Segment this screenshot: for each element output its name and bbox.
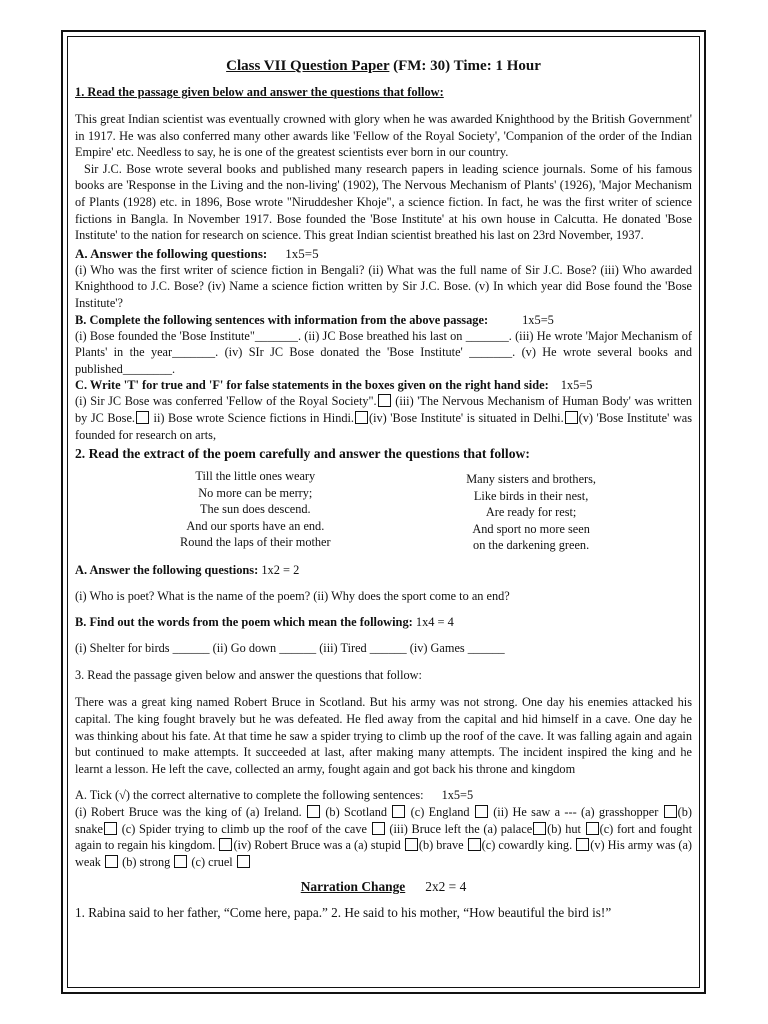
q3a-part: (b) snake — [75, 804, 693, 836]
q3a-part: (c) fort and fought again to regain his kingdom. — [75, 821, 692, 853]
tick-box[interactable] — [468, 838, 481, 851]
tick-box[interactable] — [307, 805, 320, 818]
q3a-part: (c) England — [410, 804, 470, 819]
q1c-marks: 1x5=5 — [560, 378, 593, 393]
poem-line: Are ready for rest; — [485, 505, 577, 520]
q2-heading: 2. Read the extract of the poem carefully and answer the questions that follow: — [75, 446, 530, 462]
tick-box[interactable] — [664, 805, 677, 818]
poem-line: No more can be merry; — [198, 485, 313, 500]
q3a-part: (b) hut — [547, 821, 581, 836]
q3-heading: 3. Read the passage given below and answer the questions that follow: — [75, 667, 422, 682]
q1c-heading — [75, 377, 692, 393]
tick-box[interactable] — [392, 805, 405, 818]
q3a-part: (v) His army was (a) weak — [75, 838, 693, 869]
tick-box[interactable] — [405, 838, 418, 851]
q2b-words: (i) Shelter for birds ______ (ii) Go down ______ (iii) Tired ______ (iv) Games ______ — [75, 641, 505, 656]
tick-box[interactable] — [105, 855, 118, 868]
question-paper — [75, 58, 692, 921]
q3a-part: (ii) He saw a --- (a) grasshopper — [493, 804, 659, 819]
answer-box[interactable] — [355, 411, 368, 424]
q1a-heading — [75, 246, 692, 262]
q1b-marks: 1x5=5 — [522, 312, 554, 327]
q1-passage-p2: Sir J.C. Bose wrote several books and published many research papers in leading science journals. Some of his famous books are 'Response in the Living and the non-living' (1902), The Nervous Mechanism of Plants' (1926), 'Major Mechanism of Plants (1928) etc. in 1896, Bose wrote "Niruddesher Khoje", a science fiction. In fact, he was the first writer of science fictions in Bangla. In November 1917. Bose founded the 'Bose Institute' at his own house in Calcutta. He donated 'Bose Institute' to the nation for research on science. This great Indian scientist breathed his last on 23rd November, 1937. — [75, 161, 692, 243]
poem-line: on the darkening green. — [473, 538, 590, 553]
poem-line: Till the little ones weary — [195, 469, 316, 484]
q1c-part-4: (iv) 'Bose Institute' is situated in Delhi. — [369, 410, 564, 425]
tick-box[interactable] — [576, 838, 589, 851]
poem-line: Round the laps of their mother — [180, 535, 331, 550]
tick-box[interactable] — [174, 855, 187, 868]
q3a-part: (c) cruel — [191, 854, 233, 869]
spacer — [75, 683, 692, 694]
q1a-questions: (i) Who was the first writer of science fiction in Bengali? (ii) What was the full name of Sir J.C. Bose? (iii) Who awarded Knighthood to J.C. Bose? (iv) Name a science fiction written by Sir J.C. Bose. (v) In which year did Bose found the 'Bose Institute'? — [75, 262, 692, 310]
narration-heading — [75, 879, 692, 895]
q1c-statements — [75, 393, 692, 443]
q1a-heading-text: A. Answer the following questions: — [75, 245, 268, 261]
q3a-marks: 1x5=5 — [441, 788, 474, 803]
answer-box[interactable] — [565, 411, 578, 424]
q3a-part: (b) Scotland — [325, 804, 388, 819]
q3a-heading — [75, 787, 692, 804]
q3a-part: (c) Spider trying to climb up the roof of the cave — [121, 821, 367, 836]
tick-box[interactable] — [372, 822, 385, 835]
q1-passage-p1: This great Indian scientist was eventually crowned with glory when he was awarded Knighthood by the British Government' in 1917. He was also conferred many other awards like 'Fellow of the Royal Society', 'Companion of the order of the Indian Empire' etc. Needless to say, he is one of the greatest scientists ever born in our country. — [75, 112, 692, 160]
q3a-options — [75, 804, 692, 870]
page-title — [75, 58, 692, 75]
tick-box[interactable] — [475, 805, 488, 818]
narration-marks: 2x2 = 4 — [425, 879, 467, 895]
q3a-part: (c) cowardly king. — [481, 838, 573, 853]
spacer — [75, 604, 692, 614]
q1c-part-1: (i) Sir JC Bose was conferred 'Fellow of the Royal Society". — [75, 394, 377, 409]
q2b-heading-text: B. Find out the words from the poem which mean the following: — [75, 615, 413, 630]
q3a-heading-text: A. Tick (√) the correct alternative to complete the following sentences: — [75, 788, 424, 803]
q1b-heading — [75, 312, 692, 328]
q3-passage: There was a great king named Robert Bruce in Scotland. But his army was not strong. One day his enemies attacked his capital. The king fought bravely but he was defeated. He fled away from the capital and hid himself in a cave. One day he was thinking about his fate. At that time he saw a spider trying to climb up the roof of the cave. It was falling again and again but continued to make attempts. It succeeded at last, after making many attempts. The incident inspired the king and he learnt a lesson. He left the cave, collected an army, fought again and got back his throne and kingdom — [75, 695, 692, 776]
poem-line: Like birds in their nest, — [473, 488, 589, 503]
q2a-heading-text: A. Answer the following questions: — [75, 562, 259, 577]
q2a-heading — [75, 562, 692, 578]
q2b-marks: 1x4 = 4 — [415, 615, 454, 630]
tick-box[interactable] — [586, 822, 599, 835]
poem-left-stanza — [180, 468, 331, 554]
narration-questions: 1. Rabina said to her father, “Come here, papa.” 2. He said to his mother, “How beautiful the bird is!” — [75, 905, 612, 921]
q1b-sentences: (i) Bose founded the 'Bose Institute"_______. (ii) JC Bose breathed his last on _______. (iii) He wrote 'Major Mechanism of Plants' in the year_______. (iv) SIr JC Bose donated the 'Bose Institute' _______. (v) He wrote several books and published________. — [75, 328, 692, 376]
poem-right-stanza — [466, 471, 596, 554]
poem-line: The sun does descend. — [199, 502, 311, 517]
tick-box[interactable] — [237, 855, 250, 868]
spacer — [75, 630, 692, 640]
q1c-part-2: (iii) 'The Nervous Mechanism of Human Body' was written by JC Bose. — [75, 394, 692, 425]
q2b-heading — [75, 614, 692, 630]
title-class: Class VII Question Paper — [226, 58, 390, 74]
q3a-part: (b) brave — [418, 838, 464, 853]
poem-extract — [75, 468, 692, 554]
q2a-marks: 1x2 = 2 — [261, 562, 300, 577]
narration-title: Narration Change — [300, 879, 406, 895]
tick-box[interactable] — [533, 822, 546, 835]
tick-box[interactable] — [104, 822, 117, 835]
poem-line: Many sisters and brothers, — [466, 472, 596, 487]
answer-box[interactable] — [136, 411, 149, 424]
q3a-part: (b) strong — [122, 854, 171, 869]
q1a-marks: 1x5=5 — [285, 245, 319, 261]
poem-line: And sport no more seen — [472, 521, 590, 536]
answer-box[interactable] — [378, 394, 391, 407]
q1c-heading-text: C. Write 'T' for true and 'F' for false statements in the boxes given on the right hand side: — [75, 378, 549, 393]
q1c-part-3: ii) Bose wrote Science fictions in Hindi. — [153, 410, 354, 425]
title-details: (FM: 30) Time: 1 Hour — [389, 58, 541, 74]
q1c-part-5: (v) 'Bose Institute' was founded for research on arts, — [75, 410, 693, 442]
q3a-part: (iii) Bruce left the (a) palace — [389, 821, 533, 836]
spacer — [75, 657, 692, 667]
tick-box[interactable] — [219, 838, 232, 851]
poem-line: And our sports have an end. — [186, 518, 325, 533]
q3a-part: (i) Robert Bruce was the king of (a) Ireland. — [75, 804, 302, 819]
spacer — [75, 578, 692, 588]
q3a-part: (iv) Robert Bruce was a (a) stupid — [233, 838, 401, 853]
spacer — [75, 777, 692, 787]
q2a-questions: (i) Who is poet? What is the name of the poem? (ii) Why does the sport come to an end? — [75, 588, 510, 603]
q1-heading: 1. Read the passage given below and answer the questions that follow: — [75, 85, 444, 99]
q1b-heading-text: B. Complete the following sentences with information from the above passage: — [75, 312, 489, 327]
